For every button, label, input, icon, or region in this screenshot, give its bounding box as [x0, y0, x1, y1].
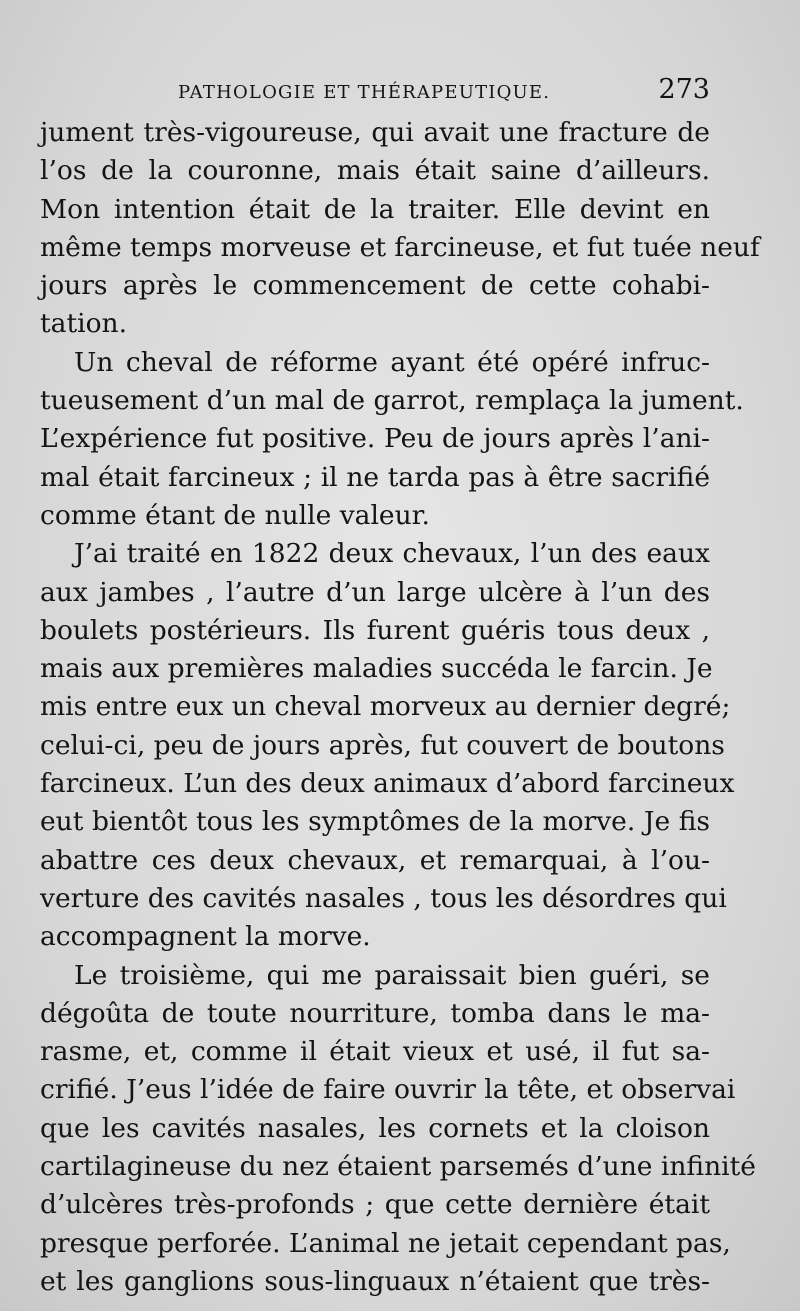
- text-line: rasme, et, comme il était vieux et usé, il fut sa-: [40, 1036, 710, 1068]
- text-line: d’ulcères très-profonds ; que cette dernière était: [40, 1189, 710, 1221]
- text-line: cartilagineuse du nez étaient parsemés d’une infinité: [40, 1151, 756, 1183]
- text-line: mais aux premières maladies succéda le farcin. Je: [40, 653, 713, 685]
- text-line: tation.: [40, 308, 128, 340]
- text-line: aux jambes , l’autre d’un large ulcère à l’un des: [40, 576, 710, 608]
- paragraph: [40, 957, 756, 1302]
- paragraph: [40, 114, 760, 344]
- text-line: eut bientôt tous les symptômes de la morve. Je fis: [40, 806, 710, 838]
- page-number: 273: [658, 74, 710, 105]
- text-line: verture des cavités nasales , tous les désordres qui: [40, 882, 727, 914]
- text-line: celui-ci, peu de jours après, fut couvert de boutons: [40, 729, 725, 761]
- text-line: mal était farcineux ; il ne tarda pas à être sacrifié: [40, 461, 710, 493]
- text-line: J’ai traité en 1822 deux chevaux, l’un des eaux: [74, 538, 710, 570]
- text-line: que les cavités nasales, les cornets et la cloison: [40, 1112, 710, 1144]
- text-line: et les ganglions sous-linguaux n’étaient que très-: [40, 1265, 710, 1297]
- text-line: tueusement d’un mal de garrot, remplaça la jument.: [40, 385, 744, 417]
- paragraph: [40, 344, 744, 535]
- text-line: mis entre eux un cheval morveux au dernier degré;: [40, 691, 731, 723]
- text-line: jument très-vigoureuse, qui avait une fracture de: [40, 117, 710, 148]
- text-line: Le troisième, qui me paraissait bien guéri, se: [74, 959, 710, 991]
- text-line: Mon intention était de la traiter. Elle devint en: [40, 193, 710, 225]
- text-line: jours après le commencement de cette cohabi-: [40, 270, 710, 302]
- body-text: [40, 114, 760, 1301]
- text-line: dégoûta de toute nourriture, tomba dans le ma-: [40, 997, 710, 1029]
- text-line: accompagnent la morve.: [40, 921, 371, 953]
- text-line: abattre ces deux chevaux, et remarquai, à l’ou-: [40, 844, 710, 876]
- text-line: même temps morveuse et farcineuse, et fut tuée neuf: [40, 231, 760, 263]
- running-head: [40, 74, 710, 110]
- text-line: boulets postérieurs. Ils furent guéris tous deux ,: [40, 614, 710, 646]
- text-line: comme étant de nulle valeur.: [40, 499, 430, 531]
- text-line: farcineux. L’un des deux animaux d’abord farcineux: [40, 768, 735, 800]
- text-line: L’expérience fut positive. Peu de jours après l’ani-: [40, 423, 710, 455]
- text-line: Un cheval de réforme ayant été opéré infruc-: [74, 346, 710, 378]
- paragraph: [40, 535, 735, 956]
- text-line: presque perforée. L’animal ne jetait cependant pas,: [40, 1227, 731, 1259]
- running-title: PATHOLOGIE ET THÉRAPEUTIQUE.: [178, 82, 551, 103]
- text-line: crifié. J’eus l’idée de faire ouvrir la tête, et observai: [40, 1074, 736, 1106]
- text-line: l’os de la couronne, mais était saine d’ailleurs.: [40, 155, 710, 187]
